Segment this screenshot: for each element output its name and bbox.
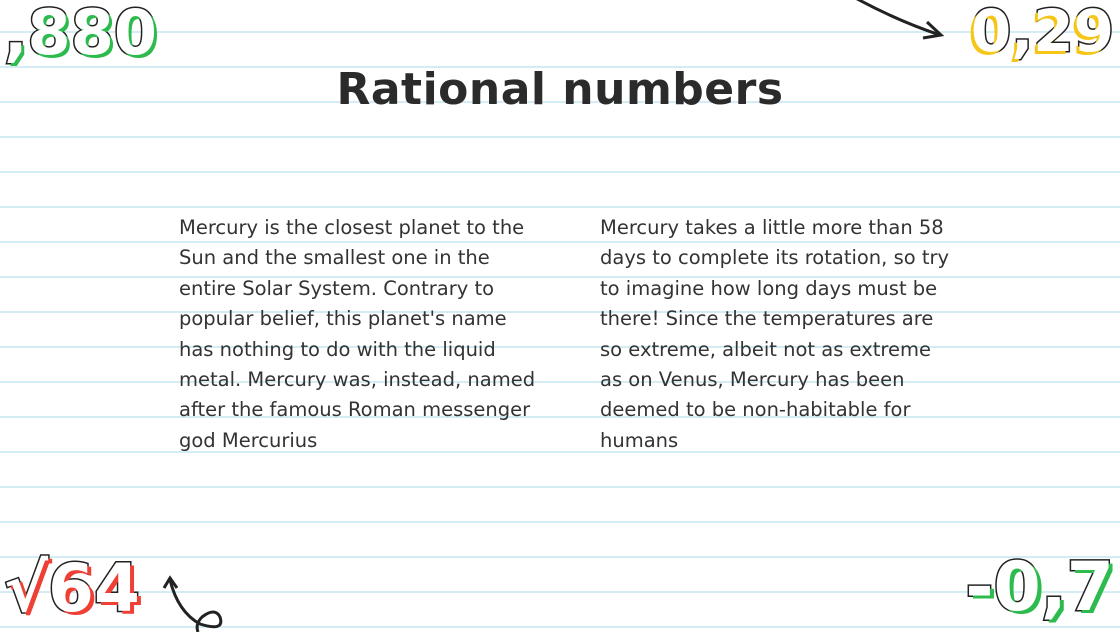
slide-title: Rational numbers: [336, 64, 784, 115]
arrow-icon: [845, 0, 965, 45]
left-paragraph: Mercury is the closest planet to the Sun and the smallest one in the entire Solar System. Contrary to popular belief, this planet's name has nothing to do with the liquid metal. Mercury was, instead, named after the famous Roman messenger god Mercurius: [179, 216, 536, 452]
decoration-bottom-left-numbers: √64: [4, 550, 140, 627]
decoration-top-right-numbers: 0,29: [970, 0, 1114, 65]
decoration-top-left-numbers: ,880: [4, 0, 157, 69]
right-paragraph: Mercury takes a little more than 58 days to complete its rotation, so try to imagine how long days must be there! Since the temperatures are so extreme, albeit not as extreme as on Venus, Mercury has been deemed to be non-habitable for humans: [600, 216, 950, 452]
decoration-bottom-right-numbers: -0,7: [965, 548, 1114, 627]
curly-arrow-icon: [160, 572, 230, 632]
